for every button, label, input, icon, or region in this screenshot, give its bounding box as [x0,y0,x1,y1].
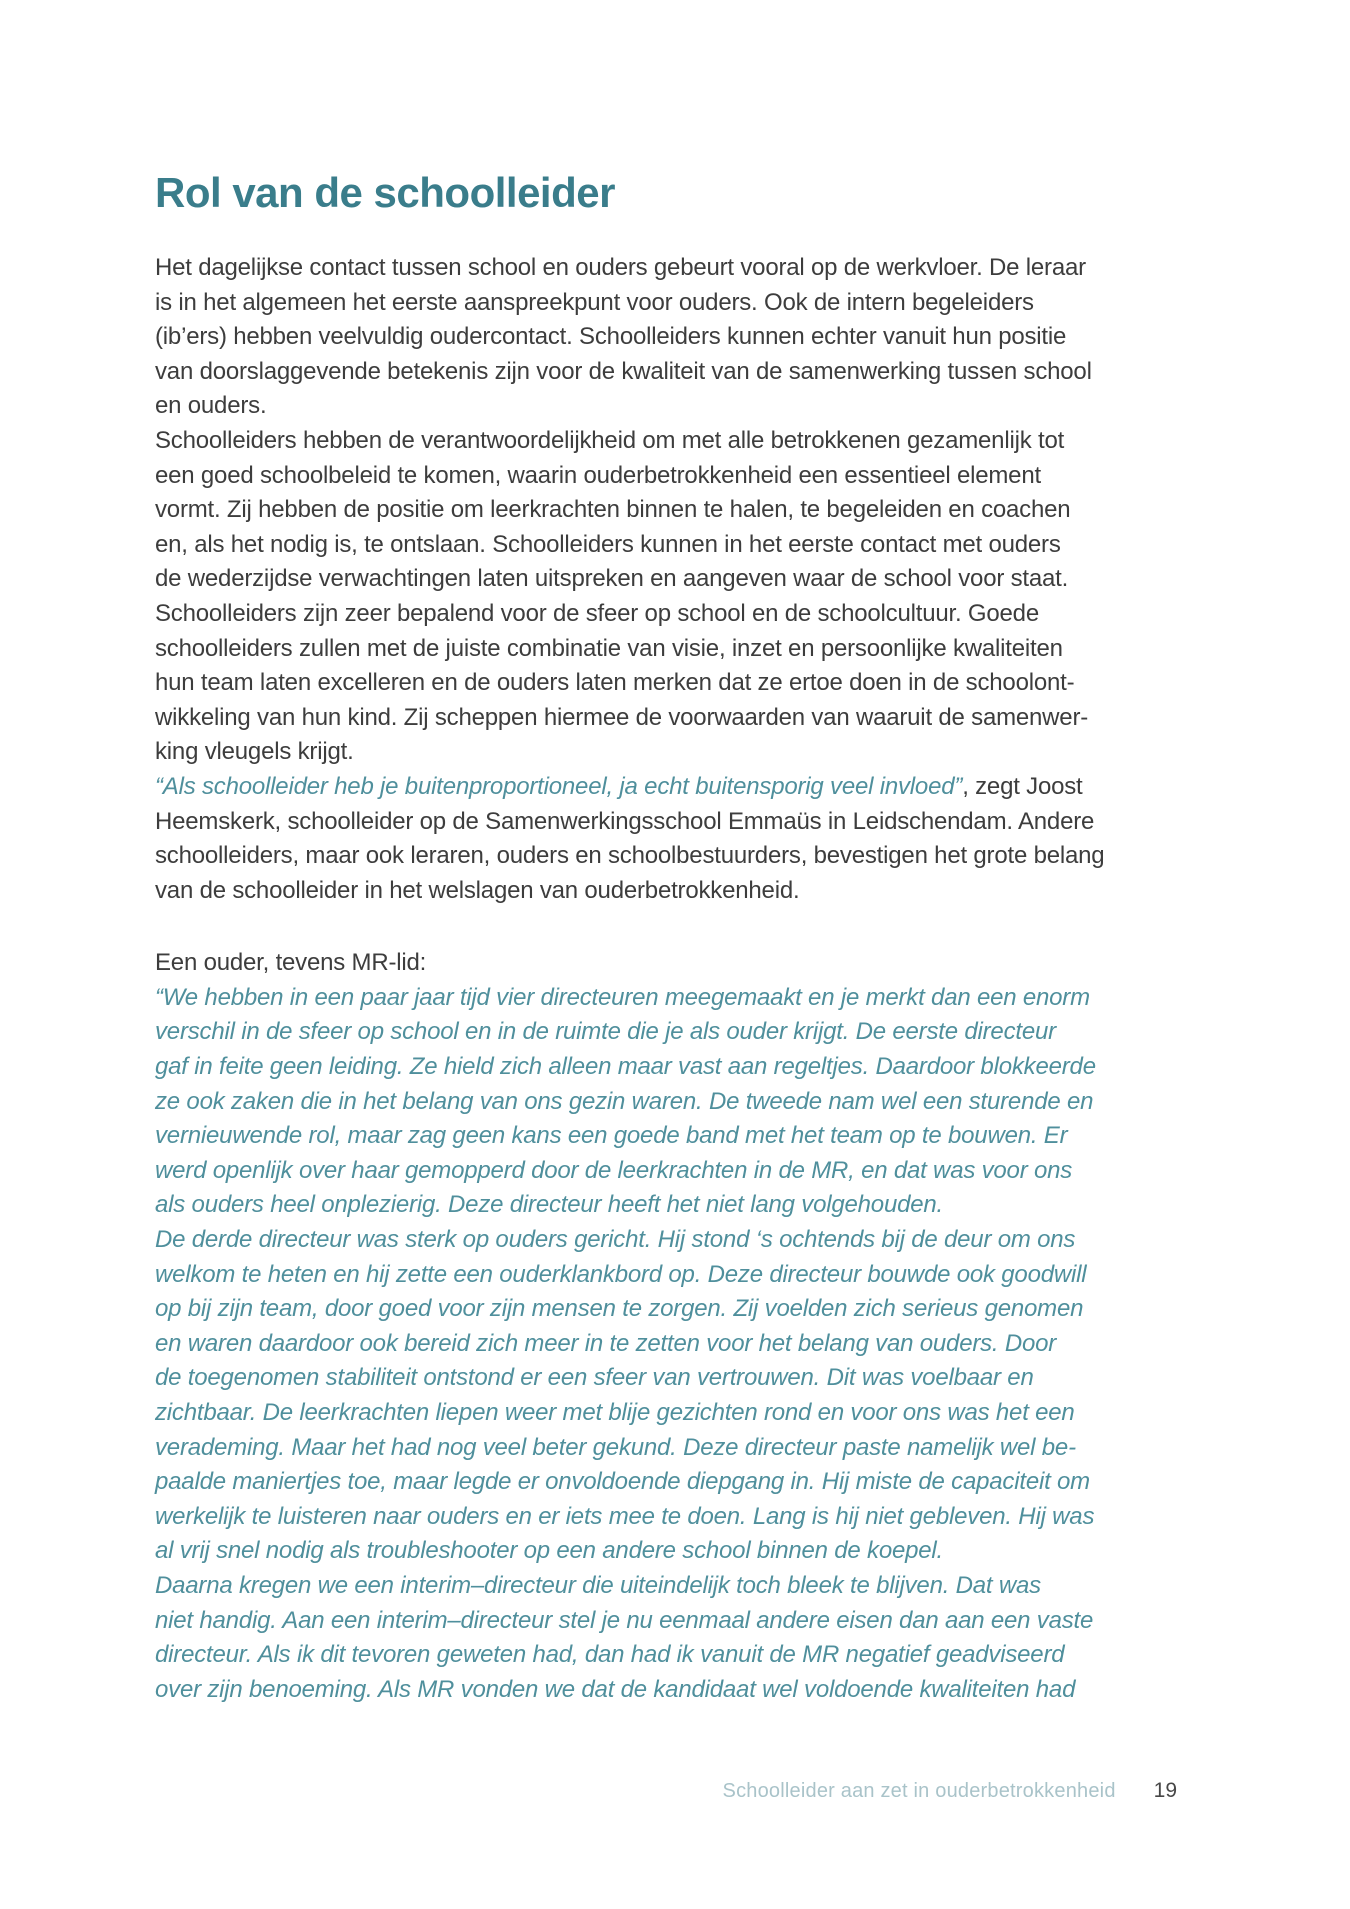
quote-line [155,1673,1180,1708]
quote-text: gaf in feite geen leiding. Ze hield zich alleen maar vast aan regeltjes. Daardoor blokkeerde [155,1053,1096,1081]
quote-line [155,1500,1180,1535]
quote-line [155,1361,1180,1396]
body-line [155,562,1180,597]
quote-text: werkelijk te luisteren naar ouders en er iets mee te doen. Lang is hij niet gebleven. Hij was [155,1502,1095,1530]
body-line [155,528,1180,563]
quote-line [155,1015,1180,1050]
body-text: van doorslaggevende betekenis zijn voor de kwaliteit van de samenwerking tussen school [155,357,1092,385]
quote-text: directeur. Als ik dit tevoren geweten had, dan had ik vanuit de MR negatief geadviseerd [155,1641,1065,1669]
quote-line [155,1085,1180,1120]
body-line [155,701,1180,736]
body-line [155,251,1180,286]
quote-text: en waren daardoor ook bereid zich meer in te zetten voor het belang van ouders. Door [155,1329,1057,1357]
quote-text: al vrij snel nodig als troubleshooter op een andere school binnen de koepel. [155,1537,944,1565]
body-text: de wederzijdse verwachtingen laten uitspreken en aangeven waar de school voor staat. [155,565,1069,593]
quote-line [155,1223,1180,1258]
paragraph-gap [155,908,1180,946]
body-line [155,839,1180,874]
body-text: schoolleiders, maar ook leraren, ouders en schoolbestuurders, bevestigen het grote belang [155,842,1105,870]
quote-text: vernieuwende rol, maar zag geen kans een goede band met het team op te bouwen. Er [155,1122,1068,1150]
body-text: wikkeling van hun kind. Zij scheppen hiermee de voorwaarden van waaruit de samenwer- [155,703,1089,731]
body-text: is in het algemeen het eerste aanspreekpunt voor ouders. Ook de intern begeleiders [155,288,1034,316]
quote-line [155,1569,1180,1604]
body-line [155,459,1180,494]
document-page [155,170,1180,1707]
body-text: Heemskerk, schoolleider op de Samenwerkingsschool Emmaüs in Leidschendam. Andere [155,807,1095,835]
body-text: (ib’ers) hebben veelvuldig oudercontact. Schoolleiders kunnen echter vanuit hun positie [155,323,1067,351]
body-line [155,493,1180,528]
body-text: king vleugels krijgt. [155,738,354,766]
body-text: van de schoolleider in het welslagen van ouderbetrokkenheid. [155,876,800,904]
quote-line [155,1154,1180,1189]
text-flow [155,251,1180,1707]
body-line [155,320,1180,355]
quote-line [155,1188,1180,1223]
quote-text: ze ook zaken die in het belang van ons gezin waren. De tweede nam wel een sturende en [155,1087,1094,1115]
body-text: Schoolleiders hebben de verantwoordelijkheid om met alle betrokkenen gezamenlijk tot [155,426,1065,454]
body-text: vormt. Zij hebben de positie om leerkrachten binnen te halen, te begeleiden en coachen [155,496,1071,524]
body-line [155,666,1180,701]
quote-text: werd openlijk over haar gemopperd door de leerkrachten in de MR, en dat was voor ons [155,1156,1073,1184]
body-text: hun team laten excelleren en de ouders laten merken dat ze ertoe doen in de schoolont- [155,669,1075,697]
quote-text: de toegenomen stabiliteit ontstond er een sfeer van vertrouwen. Dit was voelbaar en [155,1364,1034,1392]
body-line [155,632,1180,667]
quote-text: op bij zijn team, door goed voor zijn mensen te zorgen. Zij voelden zich serieus genomen [155,1295,1084,1323]
body-text: schoolleiders zullen met de juiste combinatie van visie, inzet en persoonlijke kwaliteiten [155,634,1063,662]
footer-title: Schoolleider aan zet in ouderbetrokkenheid [722,1780,1116,1802]
quote-line [155,1292,1180,1327]
quote-text: paalde maniertjes toe, maar legde er onvoldoende diepgang in. Hij miste de capaciteit om [155,1468,1090,1496]
body-line [155,286,1180,321]
body-text: Het dagelijkse contact tussen school en ouders gebeurt vooral op de werkvloer. De leraar [155,254,1086,281]
quote-line [155,981,1180,1016]
page-title: Rol van de schoolleider [155,169,615,216]
body-line [155,424,1180,459]
body-text: en, als het nodig is, te ontslaan. Schoolleiders kunnen in het eerste contact met ouders [155,530,1061,558]
quote-text: verademing. Maar het had nog veel beter gekund. Deze directeur paste namelijk wel be- [155,1433,1076,1461]
body-line [155,355,1180,390]
quote-text: zichtbaar. De leerkrachten liepen weer met blije gezichten rond en voor ons was het een [155,1399,1075,1426]
quote-line [155,1050,1180,1085]
quote-text: De derde directeur was sterk op ouders gericht. Hij stond ‘s ochtends bij de deur om ons [155,1226,1076,1254]
body-text: en ouders. [155,392,267,420]
quote-text: over zijn benoeming. Als MR vonden we dat de kandidaat wel voldoende kwaliteiten had [155,1675,1076,1703]
body-text: Schoolleiders zijn zeer bepalend voor de sfeer op school en de schoolcultuur. Goede [155,599,1039,627]
quote-text: verschil in de sfeer op school en in de ruimte die je als ouder krijgt. De eerste directeur [155,1018,1056,1046]
page-number: 19 [1153,1779,1177,1802]
body-line [155,805,1180,840]
quote-line [155,1327,1180,1362]
quote-text: Daarna kregen we een interim–directeur die uiteindelijk toch bleek te blijven. Dat was [155,1571,1041,1599]
quote-line [155,1604,1180,1639]
body-text: Een ouder, tevens MR-lid: [155,949,427,977]
page-footer [155,1779,1177,1803]
quote-line [155,1431,1180,1466]
body-line [155,874,1180,909]
quote-text: welkom te heten en hij zette een ouderklankbord op. Deze directeur bouwde ook goodwill [155,1260,1087,1288]
quote-line [155,1534,1180,1569]
quote-line [155,1396,1180,1431]
quote-line [155,1465,1180,1500]
body-line [155,597,1180,632]
quote-text: als ouders heel onplezierig. Deze directeur heeft het niet lang volgehouden. [155,1191,944,1219]
quote-text: “We hebben in een paar jaar tijd vier directeuren meegemaakt en je merkt dan een enorm [155,983,1090,1011]
quote-line [155,1258,1180,1293]
body-text: , zegt Joost [962,772,1083,800]
body-line [155,946,1180,981]
body-line [155,735,1180,770]
body-line [155,389,1180,424]
quote-line [155,1119,1180,1154]
quote-text: niet handig. Aan een interim–directeur stel je nu eenmaal andere eisen dan aan een vaste [155,1606,1094,1634]
quote-text: “Als schoolleider heb je buitenproportioneel, ja echt buitensporig veel invloed” [155,772,963,800]
quote-line [155,1638,1180,1673]
body-line [155,770,1180,805]
body-text: een goed schoolbeleid te komen, waarin ouderbetrokkenheid een essentieel element [155,461,1041,489]
